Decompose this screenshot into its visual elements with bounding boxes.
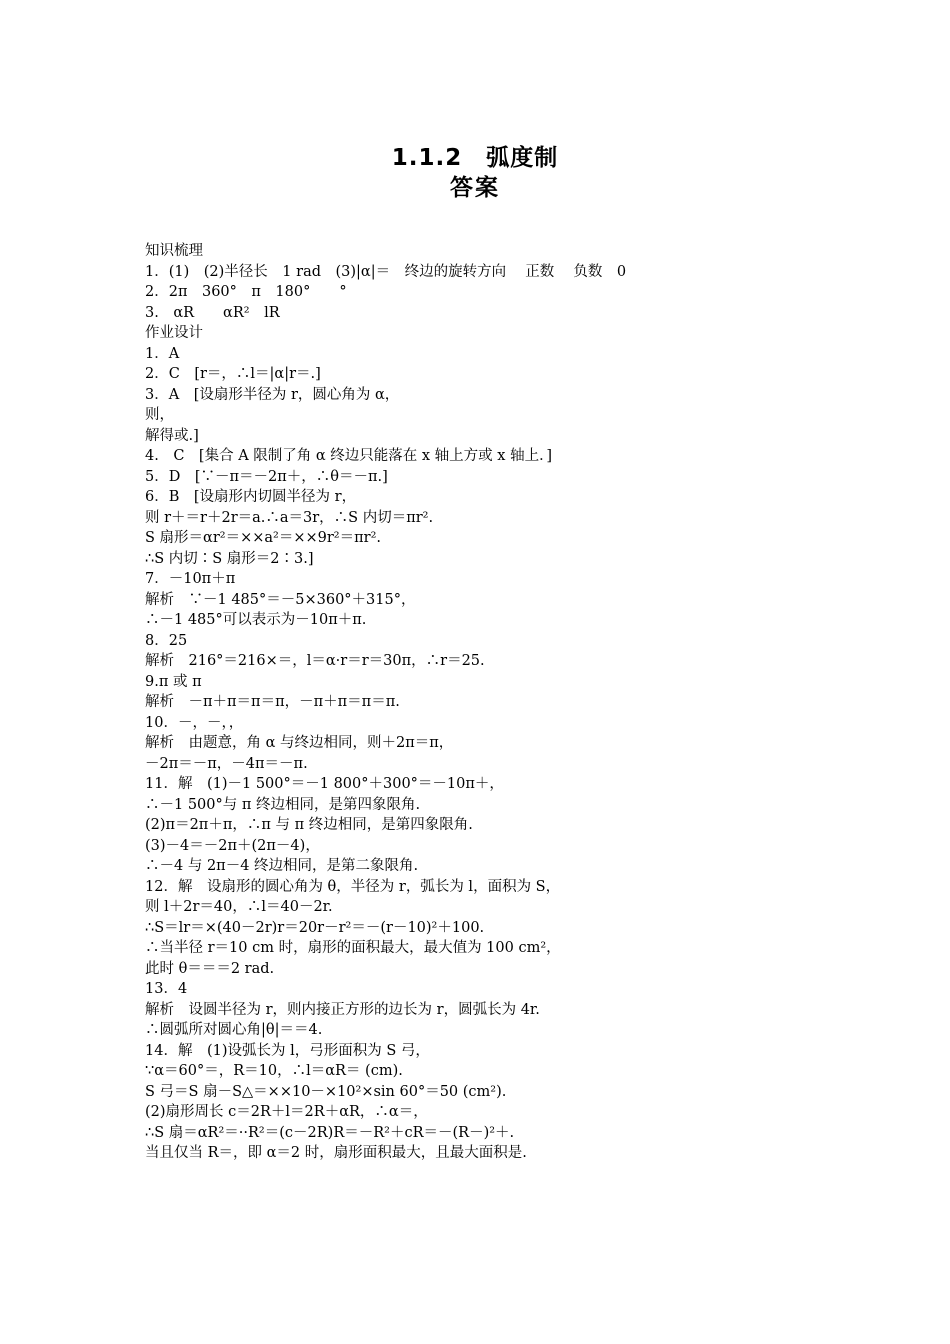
answer-line: 4. C [集合 A 限制了角 α 终边只能落在 x 轴上方或 x 轴上．] (145, 448, 552, 464)
answer-line: 10．－，－，， (145, 714, 244, 731)
answer-line: ∴当半径 r＝10 cm 时，扇形的面积最大，最大值为 100 cm²， (145, 940, 561, 956)
page-subtitle: 答案 (450, 175, 500, 201)
answer-line: ∴S＝lr＝×(40－2r)r＝20r－r²＝－(r－10)²＋100. (145, 919, 485, 936)
answer-line: 解析 由题意，角 α 与终边相同，则＋2π＝π， (145, 735, 454, 751)
section-heading: 知识梳理 (145, 243, 203, 259)
answer-line: 2．C [r＝，∴l＝|α|r＝.] (145, 366, 321, 382)
answer-line: 8．25 (145, 632, 188, 649)
answer-line: 解析 设圆半径为 r，则内接正方形的边长为 r，圆弧长为 4r. (145, 1001, 540, 1018)
answer-content (145, 241, 825, 1164)
answer-line: 则， (145, 407, 174, 423)
answer-line: 9.π 或 π (145, 673, 202, 690)
answer-line: 1．A (145, 345, 180, 362)
answer-line: (3)－4＝－2π＋(2π－4)， (145, 837, 320, 854)
answer-line: 当且仅当 R＝，即 α＝2 时，扇形面积最大，且最大面积是. (145, 1145, 527, 1161)
title-block (0, 143, 950, 203)
answer-line: S 扇形＝αr²＝××a²＝××9r²＝πr². (145, 530, 381, 546)
answer-line: 6．B [设扇形内切圆半径为 r， (145, 489, 357, 505)
answer-line: 11．解 (1)－1 500°＝－1 800°＋300°＝－10π＋， (145, 776, 504, 792)
answer-line: S 弓＝S 扇－S△＝××10－×10²×sin 60°＝50 (cm²). (145, 1083, 507, 1100)
answer-line: 解得或.] (145, 427, 199, 444)
answer-line: ∵α＝60°＝，R＝10，∴l＝αR＝ (cm). (145, 1063, 403, 1079)
answer-line: (2)π＝2π＋π，∴π 与 π 终边相同，是第四象限角. (145, 817, 473, 833)
answer-line: 1．(1) (2)半径长 1 rad (3)|α|＝ 终边的旋转方向 正数 负数 0 (145, 263, 627, 280)
answer-line: 解析 ∵－1 485°＝－5×360°＋315°， (145, 591, 416, 608)
answer-line: 3. αR αR² lR (145, 304, 280, 321)
answer-line: 解析 －π＋π＝π＝π，－π＋π＝π＝π. (145, 694, 400, 710)
answer-line: ∴－1 485°可以表示为－10π＋π. (145, 612, 367, 628)
answer-line: 此时 θ＝＝＝2 rad. (145, 960, 275, 977)
answer-line: 则 r＋＝r＋2r＝a.∴a＝3r，∴S 内切＝πr². (145, 509, 434, 526)
answer-line: 14．解 (1)设弧长为 l，弓形面积为 S 弓， (145, 1042, 430, 1059)
section-heading: 作业设计 (145, 325, 203, 341)
answer-line: 7．－10π＋π (145, 571, 236, 587)
answer-line: －2π＝－π，－4π＝－π. (145, 755, 308, 772)
answer-line: ∴圆弧所对圆心角|θ|＝＝4. (145, 1022, 323, 1038)
answer-line: 12．解 设扇形的圆心角为 θ，半径为 r，弧长为 l，面积为 S， (145, 878, 561, 895)
answer-line: 5．D [∵－π＝－2π＋，∴θ＝－π.] (145, 468, 388, 485)
answer-line: 13．4 (145, 981, 188, 997)
answer-line: ∴－1 500°与 π 终边相同，是第四象限角. (145, 796, 421, 813)
answer-line: 则 l＋2r＝40，∴l＝40－2r. (145, 899, 333, 915)
answer-line: ∴S 扇＝αR²＝··R²＝(c－2R)R＝－R²＋cR＝－(R－)²＋. (145, 1124, 515, 1141)
answer-line: ∴－4 与 2π－4 终边相同，是第二象限角. (145, 858, 419, 874)
answer-line: ∴S 内切∶S 扇形＝2∶3.] (145, 550, 314, 567)
answer-line: (2)扇形周长 c＝2R＋l＝2R＋αR，∴α＝， (145, 1104, 428, 1120)
answer-line: 2．2π 360° π 180° ° (145, 284, 347, 300)
answer-line: 3．A [设扇形半径为 r，圆心角为 α， (145, 386, 400, 403)
page-title: 1.1.2 弧度制 (391, 145, 559, 171)
answer-line: 解析 216°＝216×＝，l＝α·r＝r＝30π，∴r＝25. (145, 653, 485, 669)
